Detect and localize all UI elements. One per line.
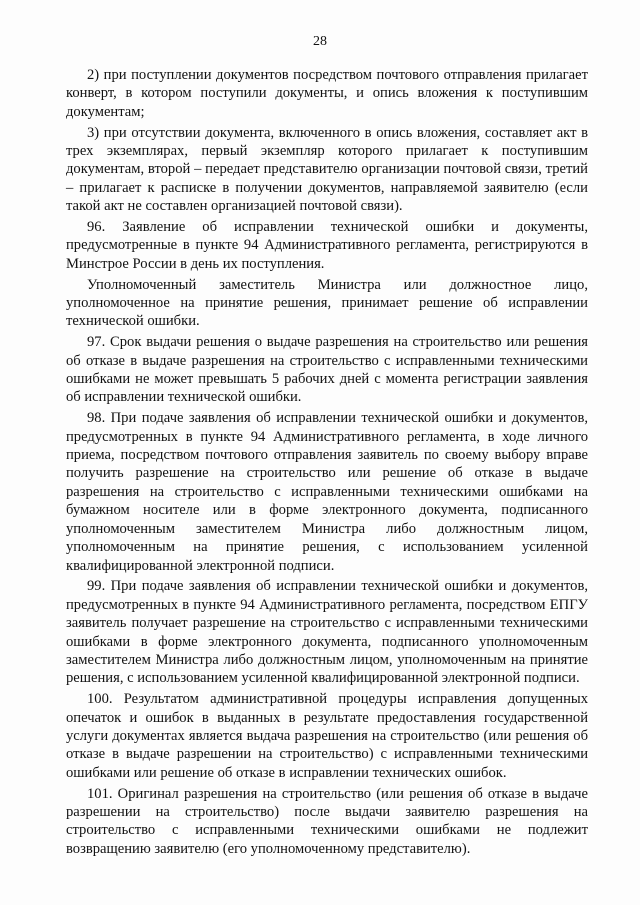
- paragraph-98: 98. При подаче заявления об исправлении технической ошибки и документов, предусмотренных в пункте 94 Административного регламента, в ходе личного приема, посредством почтового отправления заявитель по своему выбору вправе получить разрешение на строительство или решение об отказе в выдаче разрешения на строительство с исправленными техническими ошибками на бумажном носителе или в форме электронного документа, подписанного уполномоченным заместителем Министра либо должностным лицом, уполномоченным на принятие решения, с использованием усиленной квалифицированной электронной подписи.: [66, 410, 588, 574]
- page-number: 28: [313, 34, 327, 49]
- paragraph-item-2: 2) при поступлении документов посредством почтового отправления прилагает конверт, в котором поступили документы, и опись вложения к поступившим документам;: [66, 67, 588, 120]
- paragraph-101: 101. Оригинал разрешения на строительство (или решения об отказе в выдаче разрешении на строительство) после выдачи заявителю разрешения на строительство с исправленными техническими ошибками не подлежит возвращению заявителю (его уполномоченному представителю).: [66, 785, 588, 857]
- paragraph-96: 96. Заявление об исправлении технической ошибки и документы, предусмотренные в пункте 94 Административного регламента, регистрируются в Минстрое России в день их поступления.: [66, 219, 588, 272]
- paragraph-item-3: 3) при отсутствии документа, включенного в опись вложения, составляет акт в трех экземплярах, первый экземпляр которого прилагает к поступившим документам, второй – передает представителю организации почтовой связи, третий – прилагает к расписке в получении документов, направляемой заявителю (если такой акт не составлен организацией почтовой связи).: [66, 124, 588, 215]
- paragraph-99: 99. При подаче заявления об исправлении технической ошибки и документов, предусмотренных в пункте 94 Административного регламента, посредством ЕПГУ заявитель получает разрешение на строительство с исправленными техническими ошибками в форме электронного документа, подписанного уполномоченным заместителем Министра либо должностным лицом, уполномоченным на принятие решения, с использованием усиленной квалифицированной электронной подписи.: [66, 578, 588, 687]
- paragraph-96-continued: Уполномоченный заместитель Министра или должностное лицо, уполномоченное на принятие решения, принимает решение об исправлении технической ошибки.: [66, 276, 588, 330]
- paragraph-97: 97. Срок выдачи решения о выдаче разрешения на строительство или решения об отказе в выдаче разрешения на строительство с исправленными техническими ошибками не может превышать 5 рабочих дней с момента регистрации заявления об исправлении технической ошибки.: [66, 334, 588, 406]
- paragraph-100: 100. Результатом административной процедуры исправления допущенных опечаток и ошибок в выданных в результате предоставления государственной услуги документах является выдача разрешения на строительство (или решения об отказе в выдаче разрешении на строительство) с исправленными техническими ошибками или решение об отказе в исправлении технических ошибок.: [66, 691, 588, 781]
- document-body: [66, 66, 588, 861]
